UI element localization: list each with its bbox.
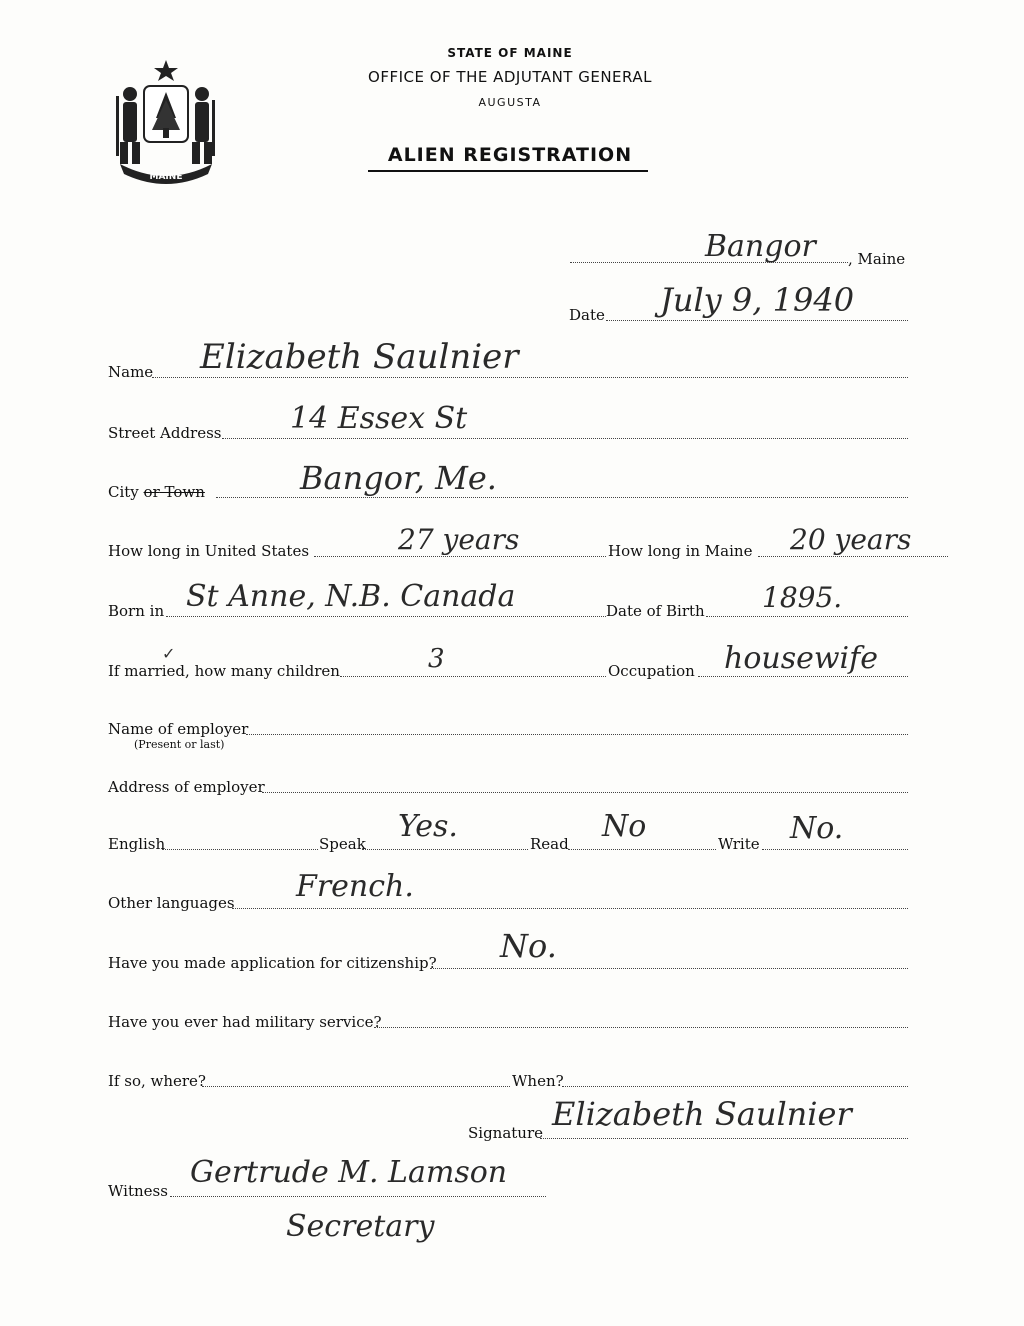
city-dotted-line bbox=[216, 497, 908, 498]
english-label: English bbox=[108, 835, 166, 853]
citizenship-value: No. bbox=[500, 927, 557, 965]
city-label-town: Town bbox=[159, 483, 205, 501]
street-address-label: Street Address bbox=[108, 424, 222, 442]
speak-dotted-line bbox=[362, 849, 528, 850]
date-of-birth-dotted-line bbox=[706, 616, 908, 617]
street-dotted-line bbox=[222, 438, 908, 439]
how-long-us-value: 27 years bbox=[398, 523, 520, 556]
city-label bbox=[108, 483, 205, 501]
seal-banner-text: MAINE bbox=[149, 172, 183, 182]
date-label: Date bbox=[569, 306, 605, 324]
city-label-or: or bbox=[143, 483, 160, 501]
military-service-label: Have you ever had military service? bbox=[108, 1013, 382, 1031]
citizenship-dotted-line bbox=[430, 968, 908, 969]
place-suffix: , Maine bbox=[848, 250, 906, 268]
where-label: If so, where? bbox=[108, 1072, 206, 1090]
occupation-dotted-line bbox=[698, 676, 908, 677]
read-label: Read bbox=[530, 835, 569, 853]
maine-state-seal-icon bbox=[108, 56, 224, 186]
when-dotted-line bbox=[562, 1086, 908, 1087]
name-dotted-line bbox=[152, 377, 908, 378]
header-city: AUGUSTA bbox=[478, 96, 542, 109]
children-label: If married, how many children bbox=[108, 662, 340, 680]
signature-dotted-line bbox=[540, 1138, 908, 1139]
how-long-us-label: How long in United States bbox=[108, 542, 310, 560]
employer-label: Name of employer bbox=[108, 720, 249, 738]
employer-address-dotted-line bbox=[262, 792, 908, 793]
employer-sublabel: (Present or last) bbox=[134, 738, 225, 751]
signature-value: Elizabeth Saulnier bbox=[552, 1095, 852, 1133]
children-dotted-line bbox=[340, 676, 606, 677]
write-dotted-line bbox=[762, 849, 908, 850]
how-long-maine-value: 20 years bbox=[790, 523, 912, 556]
signature-label: Signature bbox=[468, 1124, 544, 1142]
name-value: Elizabeth Saulnier bbox=[200, 337, 519, 377]
date-value: July 9, 1940 bbox=[660, 281, 855, 319]
write-value: No. bbox=[790, 811, 844, 846]
occupation-label: Occupation bbox=[608, 662, 695, 680]
read-dotted-line bbox=[568, 849, 716, 850]
date-of-birth-value: 1895. bbox=[762, 581, 843, 614]
form-title: ALIEN REGISTRATION bbox=[387, 144, 633, 166]
read-value: No bbox=[602, 809, 647, 844]
military-service-dotted-line bbox=[374, 1027, 908, 1028]
how-long-us-dotted-line bbox=[314, 556, 606, 557]
employer-address-label: Address of employer bbox=[108, 778, 265, 796]
place-value: Bangor bbox=[705, 229, 816, 264]
children-value: 3 bbox=[428, 644, 445, 674]
when-label: When? bbox=[512, 1072, 564, 1090]
citizenship-label: Have you made application for citizenship? bbox=[108, 954, 437, 972]
city-value: Bangor, Me. bbox=[300, 459, 497, 497]
title-underline bbox=[368, 170, 648, 172]
name-label: Name bbox=[108, 363, 154, 381]
english-dotted-line bbox=[162, 849, 318, 850]
write-label: Write bbox=[718, 835, 760, 853]
born-in-dotted-line bbox=[166, 616, 606, 617]
speak-value: Yes. bbox=[398, 809, 458, 844]
employer-dotted-line bbox=[246, 734, 908, 735]
where-dotted-line bbox=[202, 1086, 510, 1087]
date-of-birth-label: Date of Birth bbox=[606, 602, 705, 620]
born-in-label: Born in bbox=[108, 602, 165, 620]
street-value: 14 Essex St bbox=[290, 401, 468, 436]
header-state: STATE OF MAINE bbox=[447, 46, 573, 60]
speak-label: Speak bbox=[319, 835, 366, 853]
date-dotted-line bbox=[606, 320, 908, 321]
how-long-maine-label: How long in Maine bbox=[608, 542, 753, 560]
witness-dotted-line bbox=[170, 1196, 546, 1197]
born-in-value: St Anne, N.B. Canada bbox=[186, 579, 516, 614]
check-mark: ✓ bbox=[162, 644, 176, 663]
occupation-value: housewife bbox=[724, 641, 878, 676]
other-languages-dotted-line bbox=[232, 908, 908, 909]
how-long-maine-dotted-line bbox=[758, 556, 948, 557]
other-languages-label: Other languages bbox=[108, 894, 235, 912]
header-office: OFFICE OF THE ADJUTANT GENERAL bbox=[368, 68, 652, 86]
city-label-city: City bbox=[108, 483, 144, 501]
other-languages-value: French. bbox=[296, 869, 414, 904]
witness-title: Secretary bbox=[286, 1209, 435, 1244]
witness-label: Witness bbox=[108, 1182, 168, 1200]
witness-value: Gertrude M. Lamson bbox=[190, 1155, 508, 1190]
